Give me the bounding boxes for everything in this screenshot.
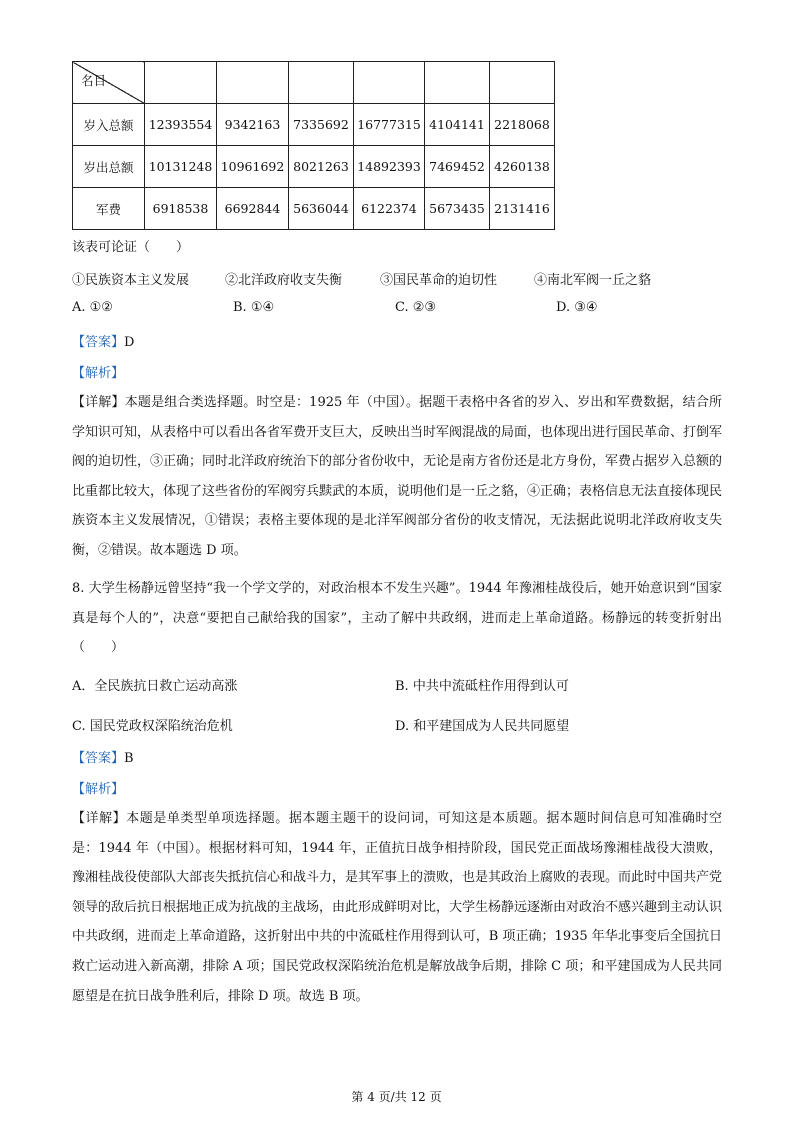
table-cell: 10131248 — [145, 146, 217, 188]
table-cell: 10961692 — [217, 146, 289, 188]
table-cell: 4104141 — [425, 104, 490, 146]
answer-tag: 【答案】 — [72, 335, 125, 350]
detail-text: 本题是单类型单项选择题。据本题主题干的设问词，可知这是本质题。据本题时间信息可知准确时空是：1944 年（中国）。根据材料可知，1944 年，正值抗日战争相持阶段，国民党正面战场豫湘桂战役大溃败，豫湘桂战役使部队大部丧失抵抗信心和战斗力，是其军事上的溃败，也是其政治上腐败的表现。而此时中国共产党领导的敌后抗日根据地正成为抗战的主战场，由此形成鲜明对比，大学生杨静远逐渐由对政治不感兴趣到主动认识中共政纲，进而走上革命道路，这折射出中共的中流砥柱作用得到认可，B 项正确；1935 年华北事变后全国抗日救亡运动进入新高潮，排除 A 项；国民党政权深陷统治危机是解放战争后期，排除 C 项；和平建国成为人民共同愿望是在抗日战争胜利后，排除 D 项。故选 B 项。 — [72, 811, 723, 1004]
detail-tag: 【详解】 — [72, 811, 127, 826]
table-cell: 12393554 — [145, 104, 217, 146]
q7-option-b: B. ①④ — [233, 300, 275, 315]
detail-tag: 【详解】 — [72, 395, 125, 410]
row-label: 岁入总额 — [73, 104, 145, 146]
table-cell: 5673435 — [425, 188, 490, 230]
table-header-row — [73, 62, 555, 104]
table-corner-cell — [73, 62, 145, 104]
q7-statement: ④南北军阀一丘之貉 — [534, 273, 652, 288]
table-row — [73, 188, 555, 230]
table-cell: 6692844 — [217, 188, 289, 230]
row-label: 岁出总额 — [73, 146, 145, 188]
table-cell: 6918538 — [145, 188, 217, 230]
table-cell: 7335692 — [289, 104, 354, 146]
table-cell: 6122374 — [354, 188, 425, 230]
table-cell — [145, 62, 217, 104]
q8-option-c: C. 国民党政权深陷统治危机 — [72, 719, 233, 734]
q7-stem: 该表可论证（ ） — [72, 240, 190, 255]
detail-text: 本题是组合类选择题。时空是：1925 年（中国）。据题干表格中各省的岁入、岁出和军费数据，结合所学知识可知，从表格中可以看出各省军费开支巨大，反映出当时军阀混战的局面，也体现出进行国民革命、打倒军阀的迫切性，③正确；同时北洋政府统治下的部分省份收中，无论是南方省份还是北方身份，军费占据岁入总额的比重都比较大，体现了这些省份的军阀穷兵黩武的本质，说明他们是一丘之貉，④正确；表格信息无法直接体现民族资本主义发展情况，①错误；表格主要体现的是北洋军阀部分省份的收支情况，无法据此说明北洋政府收支失衡，②错误。故本题选 D 项。 — [72, 395, 723, 558]
answer-value: B — [124, 751, 134, 766]
table-cell: 2131416 — [490, 188, 555, 230]
table-cell: 14892393 — [354, 146, 425, 188]
table-cell: 8021263 — [289, 146, 354, 188]
table-cell: 9342163 — [217, 104, 289, 146]
page-footer: 第 4 页/共 12 页 — [351, 1090, 442, 1104]
q7-detail — [72, 388, 722, 566]
table-cell — [217, 62, 289, 104]
table-cell — [354, 62, 425, 104]
q7-option-d: D. ③④ — [556, 300, 598, 315]
table-cell — [289, 62, 354, 104]
table-cell: 5636044 — [289, 188, 354, 230]
analysis-tag: 【解析】 — [72, 366, 125, 381]
answer-value: D — [124, 335, 135, 350]
table-cell — [425, 62, 490, 104]
table-cell: 7469452 — [425, 146, 490, 188]
q8-detail — [72, 804, 722, 1011]
q8-option-b: B. 中共中流砥柱作用得到认可 — [395, 679, 569, 694]
q7-analysis-heading — [72, 362, 124, 381]
analysis-tag: 【解析】 — [72, 782, 125, 797]
q8-option-a: A．全民族抗日救亡运动高涨 — [72, 679, 238, 694]
q7-statement: ②北洋政府收支失衡 — [225, 273, 343, 288]
q7-statement: ①民族资本主义发展 — [72, 273, 190, 288]
table-row — [73, 104, 555, 146]
table-row — [73, 146, 555, 188]
q7-option-a: A. ①② — [72, 300, 113, 315]
table-cell: 16777315 — [354, 104, 425, 146]
answer-tag: 【答案】 — [72, 751, 125, 766]
q8-option-d: D. 和平建国成为人民共同愿望 — [395, 719, 570, 734]
corner-label: 名目 — [81, 73, 107, 88]
q7-statement: ③国民革命的迫切性 — [380, 273, 498, 288]
q8-stem: 8. 大学生杨静远曾坚持“我一个学文学的，对政治根本不发生兴趣”。1944 年豫湘桂战役后，她开始意识到“国家真是每个人的”，决意“要把自己献给我的国家”，主动了解中共政纲，进而走上革命道路。杨静远的转变折射出（ ） — [72, 581, 722, 656]
table-cell: 4260138 — [490, 146, 555, 188]
q7-option-c: C. ②③ — [395, 300, 437, 315]
table-cell: 2218068 — [490, 104, 555, 146]
table-cell — [490, 62, 555, 104]
finance-table — [72, 61, 555, 230]
q8-answer — [72, 747, 134, 766]
q8-analysis-heading — [72, 778, 124, 797]
q7-answer — [72, 331, 134, 350]
row-label: 军费 — [73, 188, 145, 230]
